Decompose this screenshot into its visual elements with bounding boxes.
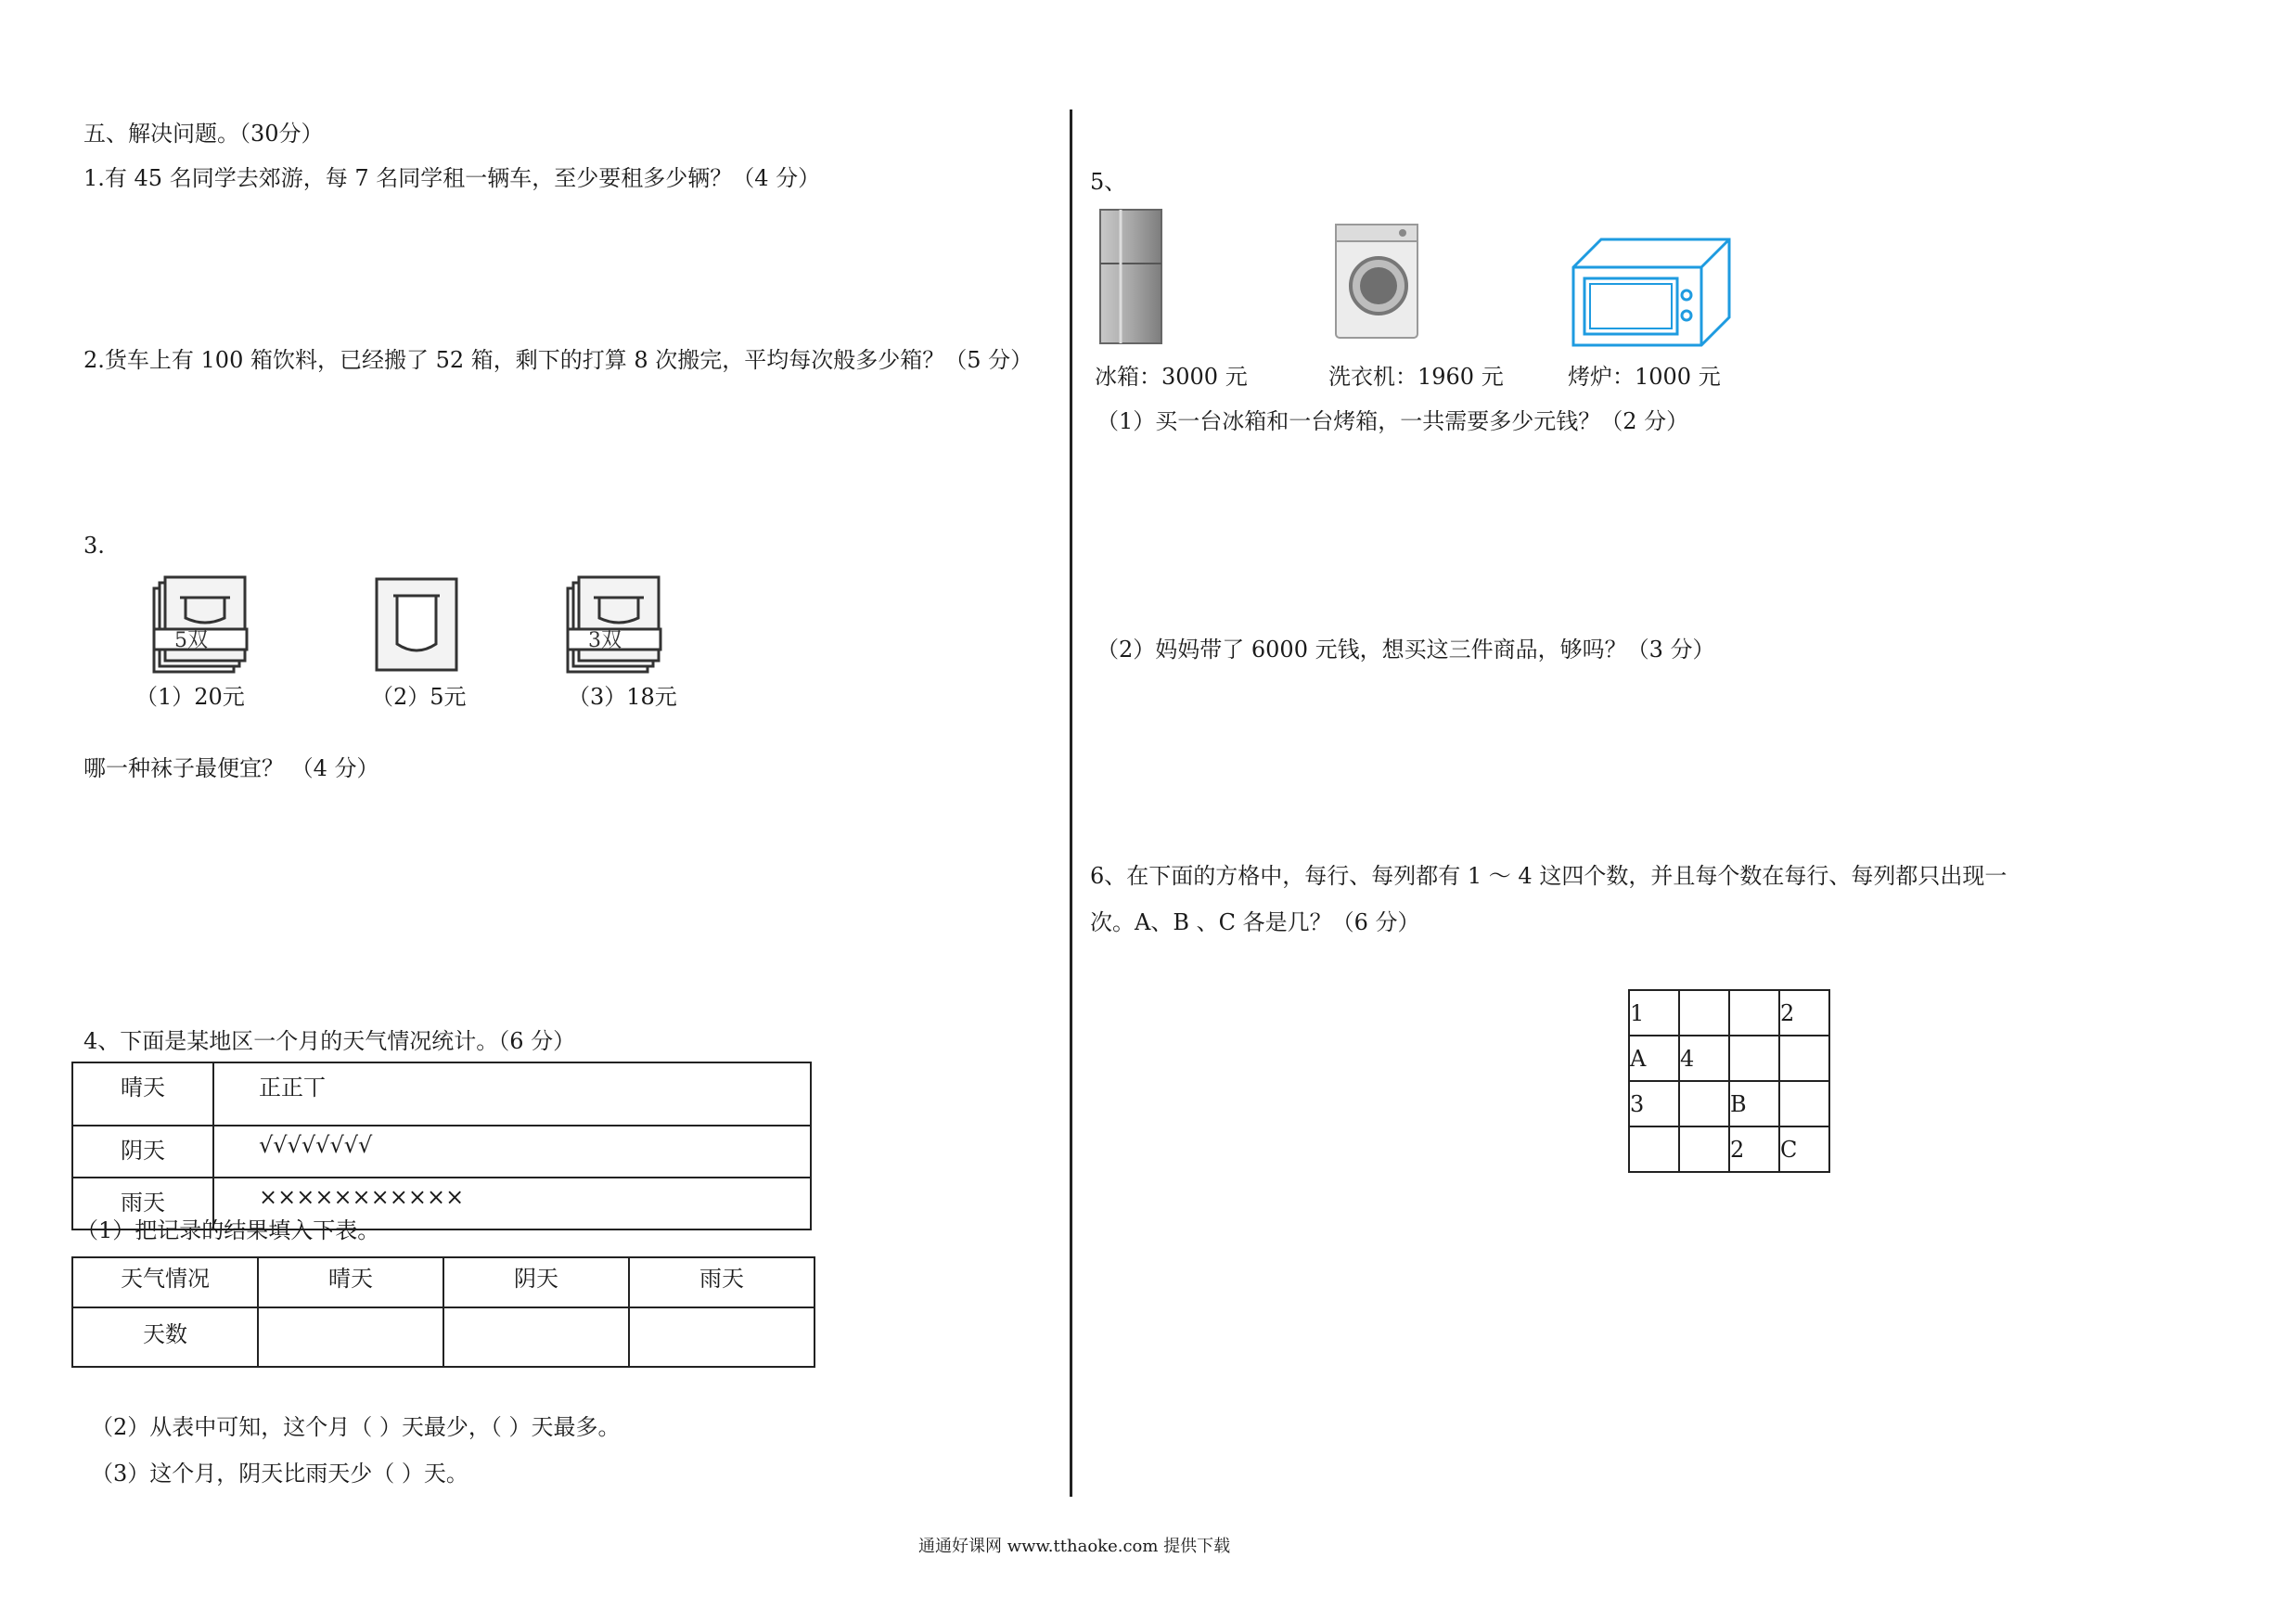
sock-pack-3-icon: [562, 575, 664, 676]
question-2: 2.货车上有 100 箱饮料，已经搬了 52 箱，剩下的打算 8 次搬完，平均每次般多少箱？（5 分）: [83, 347, 1033, 373]
question-4-sub3: （3）这个月，阴天比雨天少（ ）天。: [91, 1461, 468, 1487]
result-table: [71, 1256, 815, 1368]
result-header: 雨天: [629, 1257, 815, 1307]
column-divider: [1070, 109, 1072, 1497]
grid-cell: 2: [1779, 990, 1829, 1036]
tally-marks: √√√√√√√√: [213, 1126, 811, 1178]
answer-cell[interactable]: [258, 1307, 443, 1367]
grid-cell: [1779, 1036, 1829, 1081]
tally-marks: ×××××××××××: [213, 1178, 811, 1229]
washing-machine-caption: 洗衣机：1960 元: [1328, 364, 1504, 390]
grid-cell: [1729, 1036, 1779, 1081]
grid-cell: [1729, 990, 1779, 1036]
question-3-number: 3.: [83, 533, 105, 559]
washing-machine-icon: [1332, 221, 1421, 341]
grid-cell: [1679, 1081, 1729, 1126]
section-title: 五、解决问题。（30分）: [83, 121, 324, 147]
tally-label: 晴天: [72, 1062, 213, 1126]
grid-cell: B: [1729, 1081, 1779, 1126]
refrigerator-icon: [1095, 206, 1169, 347]
sock-caption-2: （2）5元: [371, 684, 467, 710]
tally-label: 阴天: [72, 1126, 213, 1178]
refrigerator-caption: 冰箱：3000 元: [1095, 364, 1248, 390]
tally-label: 雨天: [72, 1178, 213, 1229]
answer-cell[interactable]: [629, 1307, 815, 1367]
page-footer: 通通好课网 www.tthaoke.com 提供下载: [918, 1537, 1231, 1556]
sock-single-icon: [373, 575, 462, 676]
grid-cell: [1679, 1126, 1729, 1172]
question-6-line1: 6、在下面的方格中，每行、每列都有 1 ～ 4 这四个数，并且每个数在每行、每列都只出现一: [1090, 863, 2007, 889]
sock-pack-5-icon: [148, 575, 250, 676]
question-4-sub2: （2）从表中可知，这个月（ ）天最少，（ ）天最多。: [91, 1414, 621, 1440]
grid-cell: C: [1779, 1126, 1829, 1172]
result-header: 天气情况: [72, 1257, 258, 1307]
question-1: 1.有 45 名同学去郊游，每 7 名同学租一辆车，至少要租多少辆？（4 分）: [83, 165, 821, 191]
sock-caption-1: （1）20元: [135, 684, 245, 710]
grid-cell: 1: [1629, 990, 1679, 1036]
grid-cell: 3: [1629, 1081, 1679, 1126]
grid-cell: 2: [1729, 1126, 1779, 1172]
number-grid: [1628, 989, 1830, 1173]
result-header: 阴天: [443, 1257, 629, 1307]
grid-cell: [1679, 990, 1729, 1036]
question-4-sub1: （1）把记录的结果填入下表。: [76, 1217, 380, 1243]
sock-pack-label: 5双: [174, 629, 208, 652]
question-3-text: 哪一种袜子最便宜？ （4 分）: [83, 755, 379, 781]
question-4-title: 4、下面是某地区一个月的天气情况统计。（6 分）: [83, 1028, 576, 1054]
question-6-line2: 次。A、B 、C 各是几？（6 分）: [1090, 909, 1420, 935]
tally-table: [71, 1062, 812, 1230]
answer-cell[interactable]: [443, 1307, 629, 1367]
result-header: 晴天: [258, 1257, 443, 1307]
result-row-label: 天数: [72, 1307, 258, 1367]
question-5-sub2: （2）妈妈带了 6000 元钱，想买这三件商品，够吗？（3 分）: [1097, 637, 1715, 663]
grid-cell: [1629, 1126, 1679, 1172]
oven-caption: 烤炉：1000 元: [1568, 364, 1721, 390]
question-5-sub1: （1）买一台冰箱和一台烤箱，一共需要多少元钱？（2 分）: [1097, 408, 1689, 434]
sock-pack-label: 3双: [588, 629, 622, 652]
grid-cell: [1779, 1081, 1829, 1126]
oven-icon: [1568, 234, 1733, 347]
tally-marks: 正正丅: [213, 1062, 811, 1126]
grid-cell: 4: [1679, 1036, 1729, 1081]
sock-caption-3: （3）18元: [568, 684, 677, 710]
grid-cell: A: [1629, 1036, 1679, 1081]
question-5-number: 5、: [1090, 169, 1127, 195]
